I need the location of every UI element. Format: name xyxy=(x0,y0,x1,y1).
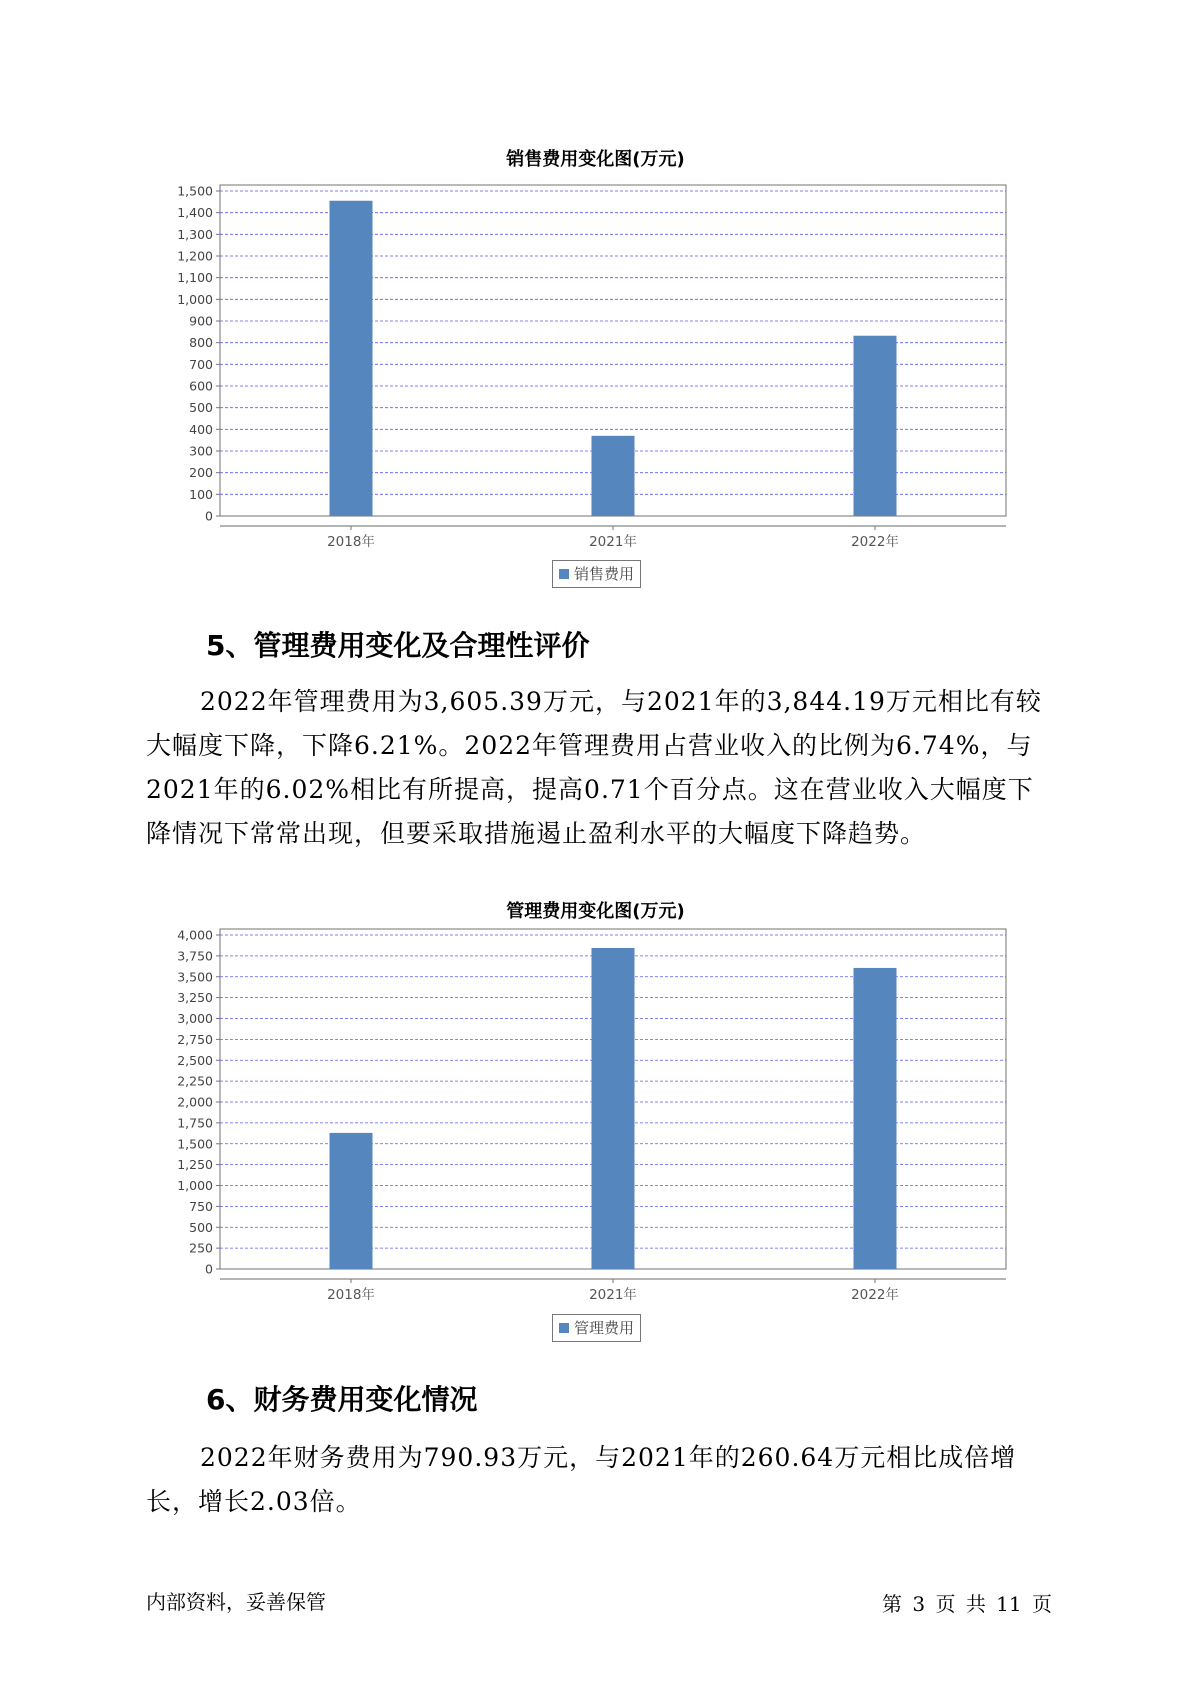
y-tick-label: 700 xyxy=(189,356,213,372)
footer-page-number: 第 3 页 共 11 页 xyxy=(882,1592,1052,1616)
y-tick-label: 250 xyxy=(189,1240,213,1256)
section5-paragraph xyxy=(146,680,1056,856)
y-tick-label: 100 xyxy=(189,486,213,502)
footer-confidential: 内部资料，妥善保管 xyxy=(146,1590,326,1614)
y-tick-label: 1,100 xyxy=(177,270,213,286)
chart-title-sales: 销售费用变化图(万元) xyxy=(506,149,685,170)
section5-heading: 5、管理费用变化及合理性评价 xyxy=(206,629,590,662)
section6-paragraph xyxy=(146,1436,1056,1524)
y-tick-label: 1,200 xyxy=(177,248,213,264)
y-tick-label: 1,500 xyxy=(177,1136,213,1152)
y-tick-label: 1,250 xyxy=(177,1157,213,1173)
legend-admin xyxy=(552,1314,641,1342)
x-tick-label: 2018年 xyxy=(327,534,375,550)
y-tick-label: 800 xyxy=(189,335,213,351)
y-tick-label: 4,000 xyxy=(177,927,213,943)
y-tick-label: 1,000 xyxy=(177,1178,213,1193)
bar-2021年 xyxy=(592,436,635,516)
y-tick-label: 500 xyxy=(189,1219,213,1235)
y-tick-label: 400 xyxy=(189,421,213,437)
section6-text: 2022年财务费用为790.93万元，与2021年的260.64万元相比成倍增长，增长2.03倍。 xyxy=(146,1443,1017,1516)
y-tick-label: 500 xyxy=(189,400,213,416)
legend-label: 销售费用 xyxy=(574,565,635,583)
y-tick-label: 2,250 xyxy=(177,1073,213,1089)
legend-swatch xyxy=(559,1323,569,1333)
sales-expense-chart xyxy=(0,0,1191,600)
bar-2018年 xyxy=(330,1133,373,1269)
x-tick-label: 2018年 xyxy=(327,1287,375,1303)
y-tick-label: 3,000 xyxy=(177,1011,213,1026)
x-tick-label: 2022年 xyxy=(851,1287,899,1303)
bar-2022年 xyxy=(854,336,897,516)
x-tick-label: 2021年 xyxy=(589,1287,637,1303)
legend-sales xyxy=(552,560,641,588)
y-tick-label: 750 xyxy=(189,1198,213,1214)
y-tick-label: 1,500 xyxy=(177,183,213,199)
y-tick-label: 1,300 xyxy=(177,226,213,242)
y-tick-label: 1,750 xyxy=(177,1115,213,1131)
y-tick-label: 0 xyxy=(205,508,213,524)
bar-2021年 xyxy=(592,948,635,1269)
x-tick-label: 2022年 xyxy=(851,534,899,550)
legend-label: 管理费用 xyxy=(574,1319,635,1337)
y-tick-label: 1,000 xyxy=(177,291,213,307)
bar-2018年 xyxy=(330,201,373,516)
y-tick-label: 3,250 xyxy=(177,990,213,1006)
y-tick-label: 0 xyxy=(205,1261,213,1277)
y-tick-label: 3,750 xyxy=(177,948,213,964)
y-tick-label: 2,750 xyxy=(177,1031,213,1047)
y-tick-label: 2,000 xyxy=(177,1094,213,1110)
section6-heading: 6、财务费用变化情况 xyxy=(206,1383,478,1416)
legend-swatch xyxy=(559,569,569,579)
admin-expense-chart xyxy=(0,925,1191,1325)
y-tick-label: 200 xyxy=(189,465,213,481)
y-tick-label: 300 xyxy=(189,443,213,459)
y-tick-label: 1,400 xyxy=(177,205,213,221)
chart-title-admin: 管理费用变化图(万元) xyxy=(506,901,685,922)
y-tick-label: 600 xyxy=(189,378,213,394)
x-tick-label: 2021年 xyxy=(589,534,637,550)
section5-text: 2022年管理费用为3,605.39万元，与2021年的3,844.19万元相比有较大幅度下降，下降6.21%。2022年管理费用占营业收入的比例为6.74%，与2021年的6.02%相比有所提高，提高0.71个百分点。这在营业收入大幅度下降情况下常常出现，但要采取措施遏止盈利水平的大幅度下降趋势。 xyxy=(146,687,1042,848)
y-tick-label: 2,500 xyxy=(177,1052,213,1068)
y-tick-label: 900 xyxy=(189,313,213,329)
y-tick-label: 3,500 xyxy=(177,969,213,985)
bar-2022年 xyxy=(854,968,897,1269)
